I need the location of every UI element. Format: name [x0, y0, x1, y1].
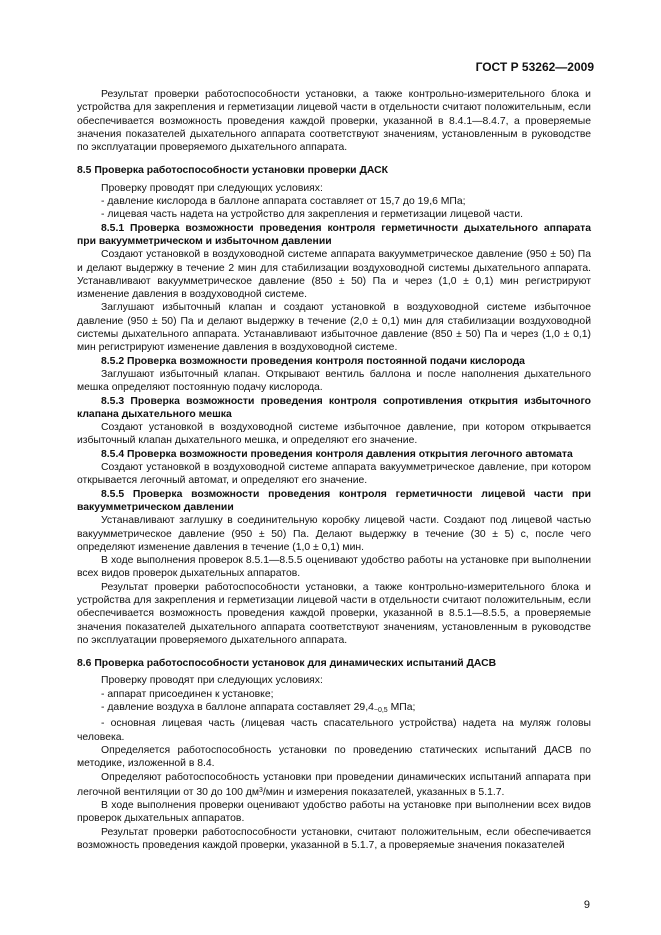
document-body — [77, 88, 591, 852]
subsection-heading-8-5-3: 8.5.3 Проверка возможности проведения контроля сопротивления открытия избыточного клапана дыхательного мешка — [77, 395, 591, 420]
paragraph: Заглушают избыточный клапан и создают установкой в воздуховодной системе избыточное давление (950 ± 50) Па и делают выдержку в течение (2,0 ± 0,1) мин для стабилизации воздуховодной системы дыхательного аппарата. Устанавливают избыточное давление (850 ± 50) Па и через (1,0 ± 0,1) мин регистрируют изменение давления в воздуховодной системе. — [77, 302, 591, 354]
paragraph: Создают установкой в воздуховодной системе аппарата вакуумметрическое давление (950 ± 50) Па и делают выдержку в течение 2 мин для стабилизации воздуховодной системы дыхательного аппарата. Устанавливают вакуумметрическое давление (850 ± 50) Па и через (1,0 ± 0,1) мин регистрируют изменение давления в воздуховодной системе. — [77, 249, 591, 301]
paragraph: Результат проверки работоспособности установки, а также контрольно-измерительного блока и устройства для закрепления и герметизации лицевой части в отдельности считают положительным, если обеспечивается возможность проведения каждой проверки, указанной в 8.5.1—8.5.5, а проверяемые значения показателей дыхательного аппарата соответствуют значениям, установленным в руководстве по эксплуатации проверяемого дыхательного аппарата. — [77, 581, 591, 646]
list-item: - аппарат присоединен к установке; — [101, 688, 274, 700]
paragraph: Проверку проводят при следующих условиях: — [101, 675, 323, 687]
subsection-heading-8-5-4: 8.5.4 Проверка возможности проведения контроля давления открытия легочного автомата — [101, 448, 573, 460]
paragraph: Проверку проводят при следующих условиях: — [101, 182, 323, 194]
paragraph-dynamic — [77, 771, 591, 800]
page-number: 9 — [583, 899, 590, 911]
paragraph: В ходе выполнения проверок 8.5.1—8.5.5 оценивают удобство работы на установке при выполнении всех видов проверок дыхательных аппаратов. — [77, 555, 591, 580]
list-item: - давление кислорода в баллоне аппарата составляет от 15,7 до 19,6 МПа; — [101, 196, 466, 208]
subsection-heading-8-5-5: 8.5.5 Проверка возможности проведения контроля герметичности лицевой части при вакуумметрическом давлении — [77, 488, 591, 513]
subsection-heading-8-5-1: 8.5.1 Проверка возможности проведения контроля герметичности дыхательного аппарата при вакуумметрическом и избыточном давлении — [77, 222, 591, 247]
unit-exponent: 3 — [259, 786, 263, 794]
list-item: - основная лицевая часть (лицевая часть спасательного устройства) надета на муляж головы человека. — [77, 718, 591, 743]
subsection-heading-8-5-2: 8.5.2 Проверка возможности проведения контроля постоянной подачи кислорода — [101, 355, 525, 367]
paragraph: Результат проверки работоспособности установки, а также контрольно-измерительного блока и устройства для закрепления и герметизации лицевой части в отдельности считают положительным, если обеспечивается возможность проведения каждой проверки, указанной в 8.4.1—8.4.7, а проверяемые значения показателей дыхательного аппарата соответствуют значениям, установленным в руководстве по эксплуатации проверяемого дыхательного аппарата. — [77, 89, 591, 154]
paragraph: Создают установкой в воздуховодной системе аппарата вакуумметрическое давление, при котором открывается легочный автомат, и определяют его значение. — [77, 462, 591, 487]
section-heading-8-5: 8.5 Проверка работоспособности установки проверки ДАСК — [77, 165, 388, 177]
list-item-pressure — [77, 701, 591, 717]
dynamic-text: Определяют работоспособность установки при проведении динамических испытаний аппарата при легочной вентиляции от 30 до 100 дм — [77, 771, 591, 798]
pressure-text: - давление воздуха в баллоне аппарата составляет 29,4 — [101, 702, 374, 714]
paragraph: Определяется работоспособность установки по проведению статических испытаний ДАСВ по методике, изложенной в 8.4. — [77, 744, 591, 770]
pressure-unit: МПа; — [387, 702, 416, 714]
dynamic-text-end: /мин и измерения показателей, указанных в 5.1.7. — [262, 786, 505, 798]
pressure-tolerance: −0,5 — [373, 707, 388, 715]
paragraph: Заглушают избыточный клапан. Открывают вентиль баллона и после наполнения дыхательного мешка определяют постоянную подачу кислорода. — [77, 368, 591, 394]
paragraph: Устанавливают заглушку в соединительную коробку лицевой части. Создают под лицевой частью вакуумметрическое давление (950 ± 50) Па. Делают выдержку в течение (30 ± 5) с, после чего определяют изменение давления в течение (1,0 ± 0,1) мин. — [77, 515, 591, 553]
paragraph: Создают установкой в воздуховодной системе избыточное давление, при котором открывается избыточный клапан дыхательного мешка, и определяют его значение. — [77, 422, 591, 447]
paragraph: В ходе выполнения проверки оценивают удобство работы на установке при выполнении всех видов проверок дыхательных аппаратов. — [77, 800, 591, 825]
standard-header: ГОСТ Р 53262—2009 — [475, 60, 594, 74]
section-heading-8-6: 8.6 Проверка работоспособности установок для динамических испытаний ДАСВ — [77, 658, 497, 670]
list-item: - лицевая часть надета на устройство для закрепления и герметизации лицевой части. — [101, 209, 524, 221]
paragraph: Результат проверки работоспособности установки, считают положительным, если обеспечивается возможность проведения каждой проверки, указанной в 5.1.7, а проверяемые значения показателей — [77, 826, 591, 852]
